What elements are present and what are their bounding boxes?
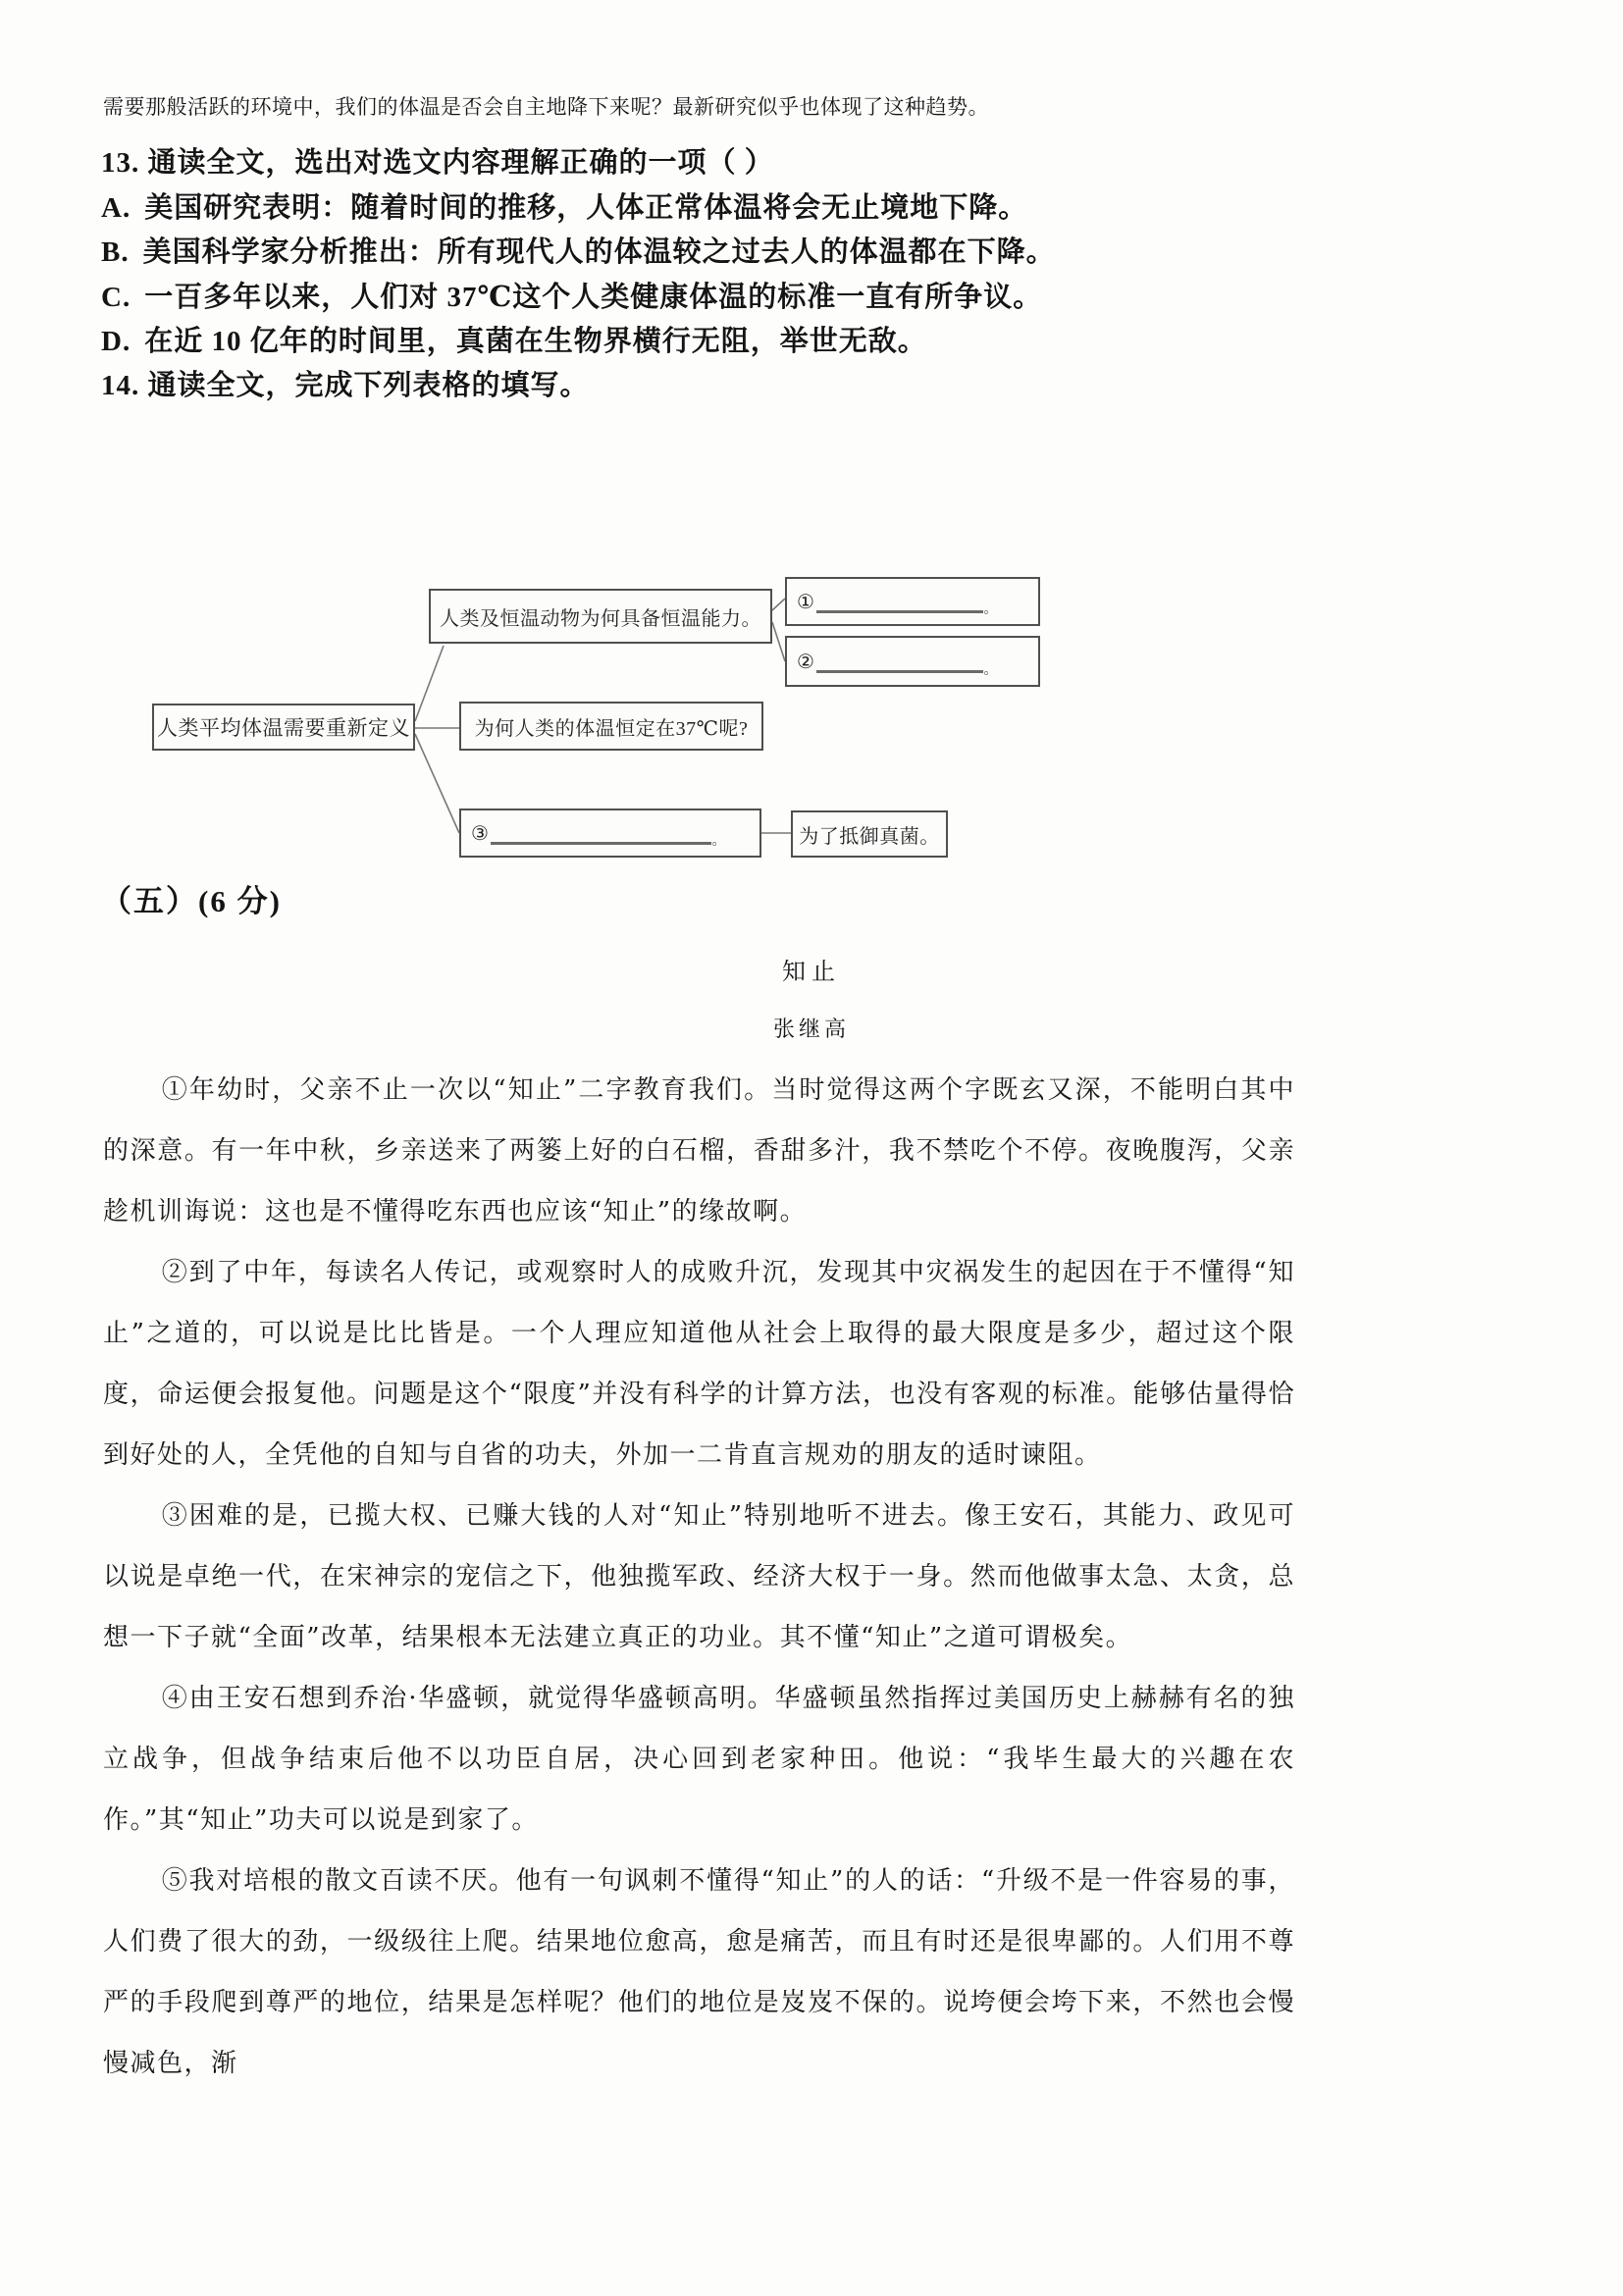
essay-body: [103, 1060, 1295, 2094]
question-13-option-c: [101, 275, 1042, 315]
blank-3-label: ③: [471, 822, 490, 845]
diagram-box-branch-mid: 为何人类的体温恒定在37℃呢?: [459, 702, 763, 751]
essay-author: 张继高: [772, 1018, 850, 1042]
option-a-label: A.: [101, 192, 131, 224]
question-13-option-b: [101, 230, 1056, 270]
option-a-text: 美国研究表明：随着时间的推移，人体正常体温将会无止境地下降。: [144, 192, 1028, 224]
option-d-label: D.: [101, 326, 131, 357]
question-14-stem: 14. 通读全文，完成下列表格的填写。: [101, 370, 590, 401]
option-b-text: 美国科学家分析推出：所有现代人的体温较之过去人的体温都在下降。: [142, 236, 1056, 268]
option-d-text: 在近 10 亿年的时间里，真菌在生物界横行无阻，举世无敌。: [144, 326, 927, 357]
blank-1-period: 。: [983, 602, 998, 617]
diagram-box-branch-top: 人类及恒温动物为何具备恒温能力。: [429, 589, 772, 644]
essay-paragraph: ②到了中年，每读名人传记，或观察时人的成败升沉，发现其中灾祸发生的起因在于不懂得“知止”之道的，可以说是比比皆是。一个人理应知道他从社会上取得的最大限度是多少，超过这个限度，命运便会报复他。问题是这个“限度”并没有科学的计算方法，也没有客观的标准。能够估量得恰到好处的人，全凭他的自知与自省的功夫，外加一二肯直言规劝的朋友的适时谏阻。: [103, 1258, 1295, 1470]
blank-2-label: ②: [797, 651, 815, 673]
question-13-stem: 13. 通读全文，选出对选文内容理解正确的一项（ ）: [101, 147, 774, 179]
question-13-option-d: [101, 319, 927, 359]
diagram-box-blank-3: [459, 809, 761, 858]
diagram-box-blank-1: [785, 577, 1040, 626]
blank-3-period: 。: [711, 834, 726, 849]
essay-paragraph: ④由王安石想到乔治·华盛顿，就觉得华盛顿高明。华盛顿虽然指挥过美国历史上赫赫有名的独立战争，但战争结束后他不以功臣自居，决心回到老家种田。他说：“我毕生最大的兴趣在农作。”其“知止”功夫可以说是到家了。: [103, 1684, 1295, 1835]
diagram-box-root: 人类平均体温需要重新定义: [152, 704, 415, 751]
essay-paragraph: ⑤我对培根的散文百读不厌。他有一句讽刺不懂得“知止”的人的话：“升级不是一件容易的事，人们费了很大的劲，一级级往上爬。结果地位愈高，愈是痛苦，而且有时还是很卑鄙的。人们用不尊严的手段爬到尊严的地位，结果是怎样呢？他们的地位是岌岌不保的。说垮便会垮下来，不然也会慢慢减色，渐: [103, 1866, 1295, 2078]
option-c-label: C.: [101, 282, 131, 313]
essay-paragraph: ③困难的是，已揽大权、已赚大钱的人对“知止”特别地听不进去。像王安石，其能力、政见可以说是卓绝一代，在宋神宗的宠信之下，他独揽军政、经济大权于一身。然而他做事太急、太贪，总想一下子就“全面”改革，结果根本无法建立真正的功业。其不懂“知止”之道可谓极矣。: [103, 1501, 1295, 1652]
blank-2-period: 。: [983, 663, 998, 678]
blank-2-underline: [816, 650, 983, 673]
option-c-text: 一百多年以来，人们对 37℃这个人类健康体温的标准一直有所争议。: [144, 282, 1043, 313]
blank-1-underline: [816, 590, 983, 613]
question-14-diagram: [98, 549, 1079, 883]
blank-3-underline: [491, 821, 711, 845]
essay-title: 知止: [782, 958, 841, 985]
diagram-box-blank-2: [785, 636, 1040, 687]
blank-1-label: ①: [797, 591, 815, 613]
option-b-label: B.: [101, 236, 130, 268]
section-5-heading: （五）(6 分): [101, 884, 282, 918]
passage-tail-line: 需要那般活跃的环境中，我们的体温是否会自主地降下来呢？最新研究似乎也体现了这种趋势。: [103, 95, 989, 119]
diagram-box-leaf: 为了抵御真菌。: [791, 810, 948, 858]
essay-paragraph: ①年幼时，父亲不止一次以“知止”二字教育我们。当时觉得这两个字既玄又深，不能明白其中的深意。有一年中秋，乡亲送来了两篓上好的白石榴，香甜多汁，我不禁吃个不停。夜晚腹泻，父亲趁机训诲说：这也是不懂得吃东西也应该“知止”的缘故啊。: [103, 1075, 1295, 1226]
question-13-option-a: [101, 185, 1027, 226]
